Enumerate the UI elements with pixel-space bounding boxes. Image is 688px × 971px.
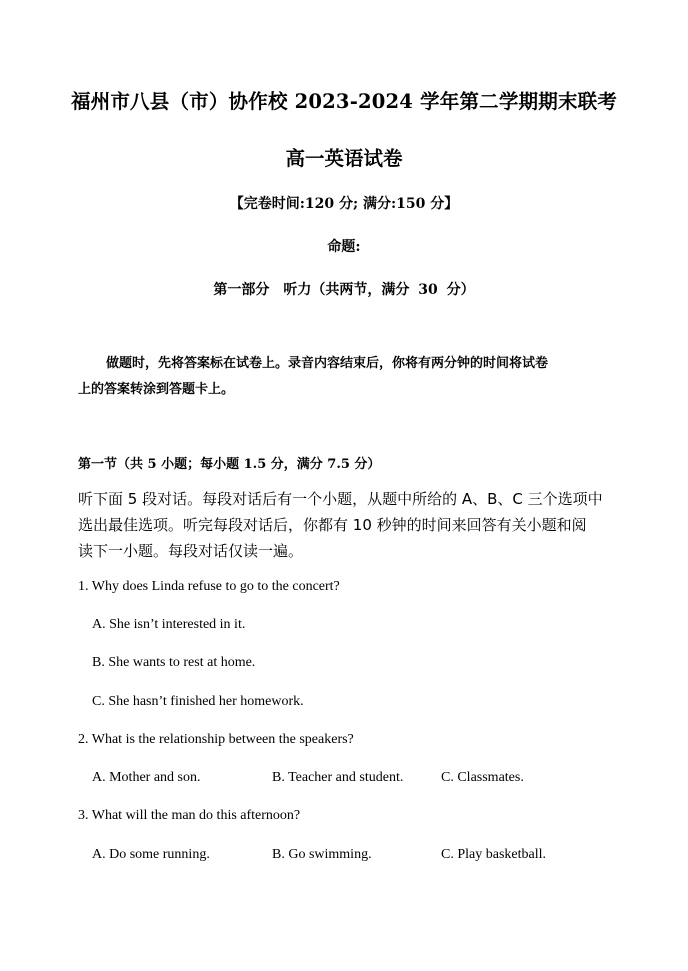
directions-line: 读下一小题。每段对话仅读一遍。 — [78, 542, 304, 560]
question-stem: 3. What will the man do this afternoon? — [78, 808, 301, 823]
exam-title: 福州市八县（市）协作校 2023-2024 学年第二学期期末联考 — [70, 90, 618, 113]
question-option: C. Play basketball. — [441, 847, 546, 862]
question-option: C. She hasn’t finished her homework. — [92, 694, 304, 709]
question-option: B. Teacher and student. — [272, 770, 404, 785]
section-directions — [78, 486, 623, 564]
instructions-line: 做题时，先将答案标在试卷上。录音内容结束后，你将有两分钟的时间将试卷 — [106, 356, 549, 371]
question-stem: 2. What is the relationship between the speakers? — [78, 732, 354, 747]
directions-line: 听下面 5 段对话。每段对话后有一个小题，从题中所给的 A、B、C 三个选项中 — [78, 490, 603, 508]
instructions — [78, 351, 618, 403]
question-option: A. She isn’t interested in it. — [92, 617, 246, 632]
question-option: A. Do some running. — [92, 847, 210, 862]
question-option: B. She wants to rest at home. — [92, 655, 256, 670]
question-option: B. Go swimming. — [272, 847, 372, 862]
section-heading: 第一节（共 5 小题；每小题 1.5 分，满分 7.5 分） — [78, 457, 381, 472]
question-stem: 1. Why does Linda refuse to go to the concert? — [78, 579, 340, 594]
question-option: A. Mother and son. — [92, 770, 201, 785]
exam-time-info: 【完卷时间:120 分; 满分:150 分】 — [229, 196, 459, 212]
exam-subtitle: 高一英语试卷 — [285, 147, 403, 170]
part-heading: 第一部分 听力（共两节，满分 30 分） — [213, 282, 475, 298]
question-option: C. Classmates. — [441, 770, 524, 785]
exam-author: 命题: — [327, 239, 361, 255]
instructions-line: 上的答案转涂到答题卡上。 — [78, 382, 235, 397]
directions-line: 选出最佳选项。听完每段对话后，你都有 10 秒钟的时间来回答有关小题和阅 — [78, 516, 587, 534]
